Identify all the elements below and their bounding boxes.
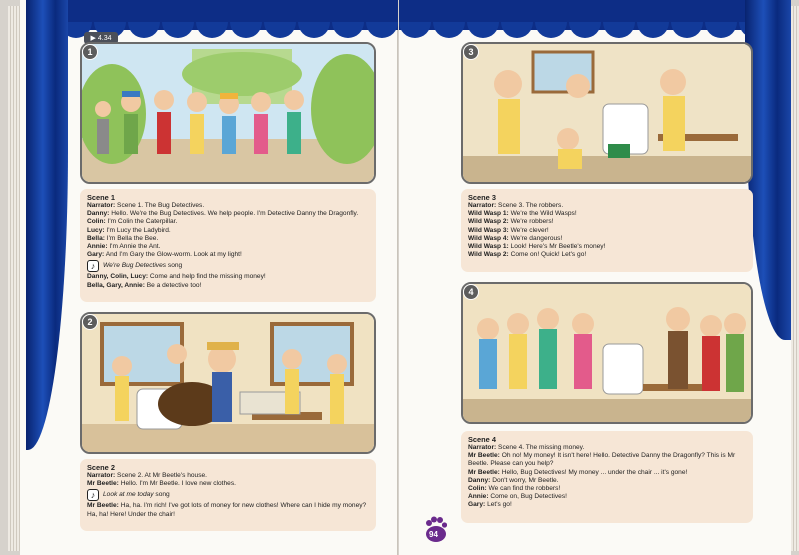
speaker-name: Bella:	[87, 234, 105, 242]
dialogue-text: Don't worry, Mr Beetle.	[490, 476, 559, 484]
dialogue-line	[87, 210, 369, 218]
scene-4-title: Scene 4	[468, 435, 496, 444]
dialogue-line	[468, 218, 746, 226]
dialogue-text: We can find the robbers!	[486, 485, 561, 493]
speaker-name: Wild Wasp 4:	[468, 234, 509, 242]
speaker-name: Narrator:	[468, 444, 497, 451]
dialogue-line	[468, 477, 746, 485]
speaker-name: Danny:	[468, 476, 491, 484]
scene-2-number-badge: 2	[82, 314, 98, 330]
dialogue-line	[468, 485, 746, 493]
dialogue-text: Let's go!	[485, 501, 512, 509]
speaker-name: Wild Wasp 2:	[468, 218, 509, 226]
dialogue-text: Hello. I'm Mr Beetle. I love new clothes.	[118, 480, 236, 488]
audio-track-number: 4.34	[97, 34, 112, 42]
scene-1-song-title: We're Bug Detectives	[103, 262, 167, 270]
speaker-name: Danny:	[87, 210, 110, 218]
speaker-name: Mr Beetle:	[87, 502, 119, 510]
music-note-icon: ♪	[87, 489, 99, 501]
speaker-name: Narrator:	[87, 472, 116, 479]
speaker-name: Lucy:	[87, 226, 105, 234]
dialogue-text: Come on, Bug Detectives!	[488, 493, 567, 501]
scene-2-song-title: Look at me today	[103, 491, 154, 499]
scene-2-song[interactable]: ♪ Look at me today song	[87, 489, 369, 501]
dialogue-line	[468, 444, 746, 452]
curtain-valance-right	[399, 0, 791, 30]
speaker-name: Narrator:	[468, 202, 497, 209]
dialogue-text: We're dangerous!	[508, 234, 563, 242]
dialogue-line	[87, 273, 369, 281]
dialogue-line	[468, 469, 746, 477]
music-note-icon: ♪	[87, 260, 99, 272]
dialogue-text: Scene 3. The robbers.	[496, 202, 564, 209]
dialogue-line	[87, 502, 369, 518]
dialogue-line	[468, 202, 746, 210]
dialogue-text: I'm Colin the Caterpillar.	[105, 218, 178, 226]
scene-2-script	[80, 459, 376, 531]
speaker-name: Annie:	[87, 243, 108, 251]
speaker-icon: ▶	[90, 35, 96, 42]
scene-4-illustration	[461, 282, 753, 424]
dialogue-line	[87, 251, 369, 259]
speaker-name: Wild Wasp 1:	[468, 243, 509, 251]
scene-4-number-badge: 4	[463, 284, 479, 300]
dialogue-text: We're clever!	[508, 226, 549, 234]
speaker-name: Colin:	[87, 218, 106, 226]
dialogue-text: Come on! Quick! Let's go!	[508, 251, 587, 259]
scene-2-illustration	[80, 312, 376, 454]
dialogue-line	[87, 218, 369, 226]
scene-2-title: Scene 2	[87, 463, 115, 472]
dialogue-line	[468, 501, 746, 509]
dialogue-line	[87, 202, 369, 210]
speaker-name: Wild Wasp 3:	[468, 226, 509, 234]
speaker-name: Annie:	[468, 493, 489, 501]
dialogue-text: Be a detective too!	[144, 281, 202, 289]
dialogue-text: Hello, Bug Detectives! My money ... under the chair ... it's gone!	[499, 468, 688, 476]
speaker-name: Danny, Colin, Lucy:	[87, 273, 149, 281]
speaker-name: Mr Beetle:	[87, 480, 119, 488]
dialogue-text: Hello. We're the Bug Detectives. We help people. I'm Detective Danny the Dragonfly.	[109, 210, 359, 218]
speaker-name: Bella, Gary, Annie:	[87, 281, 145, 289]
curtain-valance-left	[26, 0, 398, 30]
speaker-name: Gary:	[87, 251, 105, 259]
dialogue-text: We're robbers!	[508, 218, 554, 226]
speaker-name: Wild Wasp 1:	[468, 210, 509, 218]
dialogue-line	[87, 235, 369, 243]
dialogue-text: Scene 2. At Mr Beetle's house.	[115, 472, 208, 479]
speaker-name: Mr Beetle:	[468, 452, 500, 460]
dialogue-text: Scene 1. The Bug Detectives.	[115, 202, 205, 209]
dialogue-text: And I'm Gary the Glow-worm. Look at my light!	[104, 251, 242, 259]
scene-1-script	[80, 189, 376, 302]
page-number-paw	[425, 516, 447, 542]
scene-3-script	[461, 189, 753, 272]
dialogue-text: I'm Bella the Bee.	[104, 234, 159, 242]
dialogue-line	[468, 452, 746, 468]
scene-3-illustration	[461, 42, 753, 184]
dialogue-text: Look! Here's Mr Beetle's money!	[508, 243, 606, 251]
dialogue-text: Scene 4. The missing money.	[496, 444, 585, 451]
scene-1-title: Scene 1	[87, 193, 115, 202]
dialogue-text: I'm Annie the Ant.	[107, 243, 161, 251]
dialogue-line	[87, 227, 369, 235]
scene-4-script	[461, 431, 753, 523]
scene-3-title: Scene 3	[468, 193, 496, 202]
dialogue-line	[87, 480, 369, 488]
page-number: 94	[429, 530, 438, 539]
dialogue-line	[87, 243, 369, 251]
dialogue-text: Ha, ha. I'm rich! I've got lots of money for new clothes! Where can I hide my money? Ha, ha! Here! Under the chair!	[87, 502, 367, 518]
speaker-name: Narrator:	[87, 202, 116, 209]
page-edge-right	[790, 6, 799, 551]
scene-1-number-badge: 1	[82, 44, 98, 60]
dialogue-line	[87, 472, 369, 480]
dialogue-line	[468, 251, 746, 259]
dialogue-line	[468, 493, 746, 501]
scene-3-number-badge: 3	[463, 44, 479, 60]
speaker-name: Mr Beetle:	[468, 468, 500, 476]
speaker-name: Gary:	[468, 501, 486, 509]
dialogue-line	[468, 227, 746, 235]
speaker-name: Wild Wasp 2:	[468, 251, 509, 259]
speaker-name: Colin:	[468, 485, 487, 493]
scene-1-illustration	[80, 42, 376, 184]
dialogue-line	[468, 235, 746, 243]
scene-1-song[interactable]: ♪ We're Bug Detectives song	[87, 260, 369, 272]
dialogue-line	[468, 243, 746, 251]
dialogue-line	[468, 210, 746, 218]
dialogue-text: Come and help find the missing money!	[148, 273, 266, 281]
dialogue-text: We're the Wild Wasps!	[508, 210, 577, 218]
dialogue-text: Oh no! My money! It isn't here! Hello. Detective Danny the Dragonfly? This is Mr Beetle. Please can you help?	[468, 452, 736, 468]
dialogue-text: I'm Lucy the Ladybird.	[104, 226, 171, 234]
dialogue-line	[87, 282, 369, 290]
